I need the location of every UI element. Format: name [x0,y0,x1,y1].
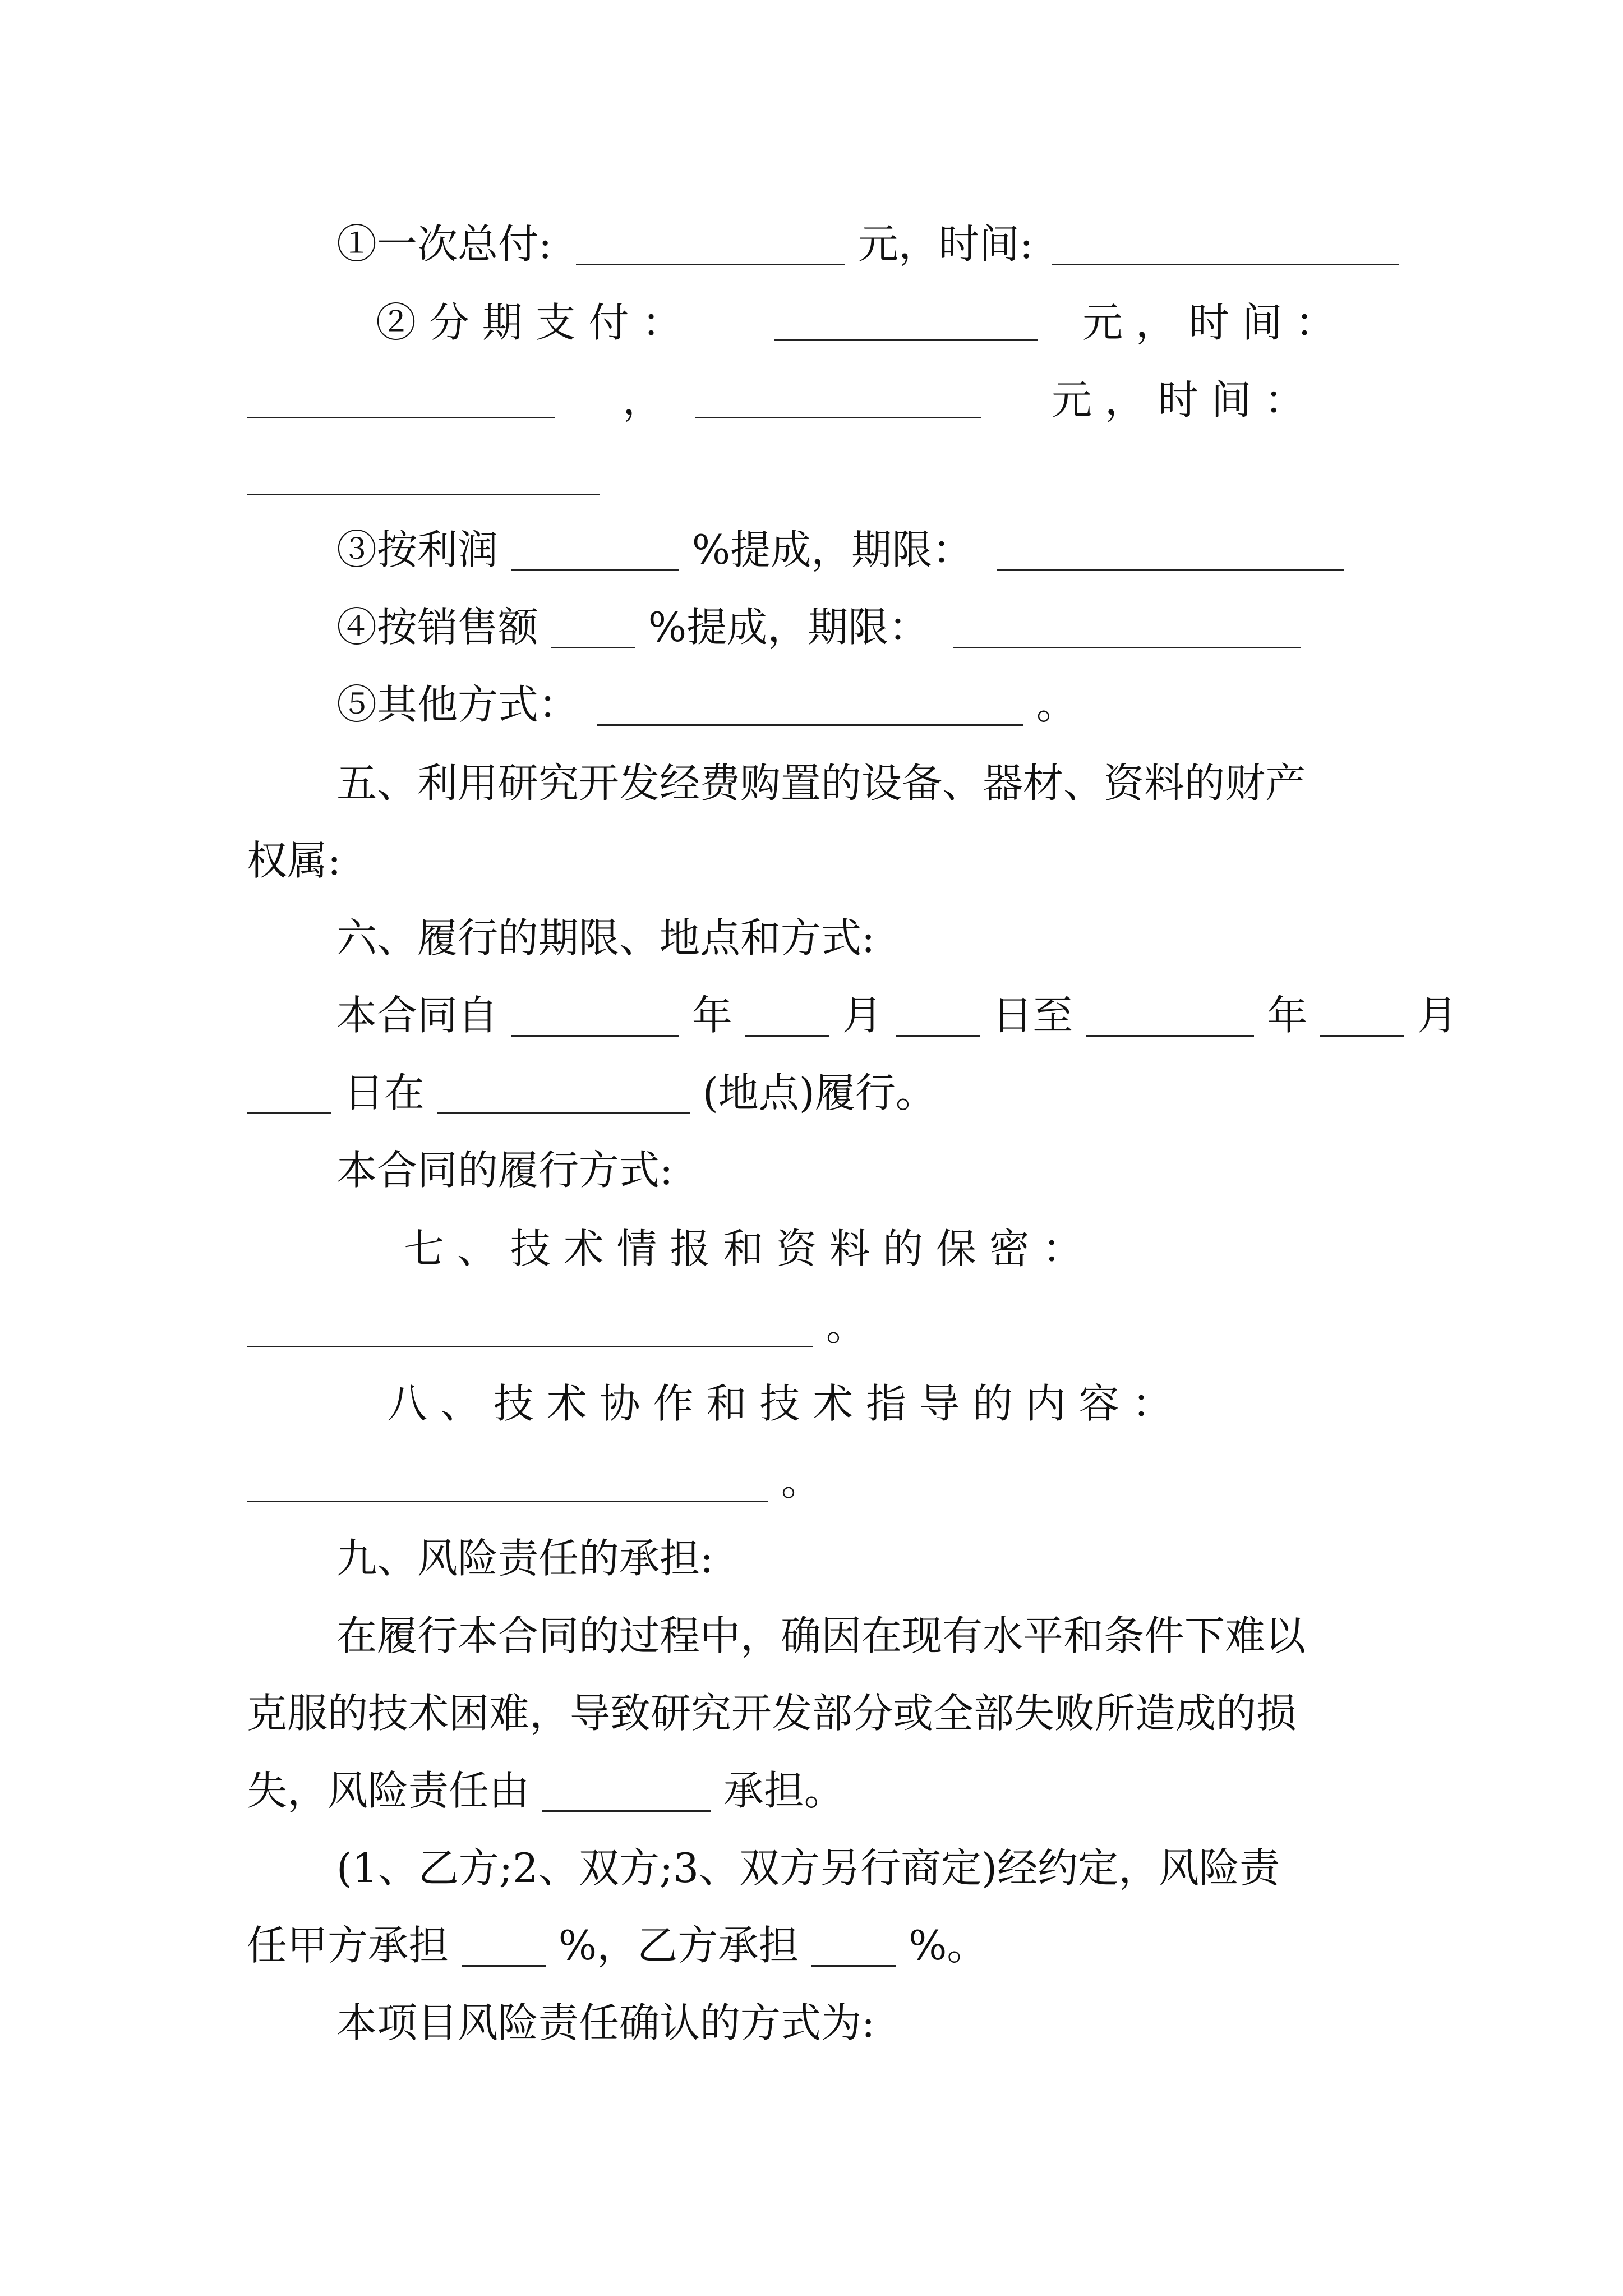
section-7-heading: 七 、 技 术 情 报 和 资 料 的 保 密 ： [404,1225,1083,1272]
end-day-blank[interactable] [247,1068,331,1114]
section-6-heading: 六、履行的期限、地点和方式: [336,914,875,961]
section-8-heading: 八 、 技 术 协 作 和 技 术 指 导 的 内 容 ： [387,1380,1173,1427]
section-9-heading: 九、风险责任的承担: [336,1535,714,1582]
payment-option-3-mid: %提成，期限： [691,526,973,573]
section-9-para-line-4: (1、乙方;2、双方;3、双方另行商定)经约定，风险责 [336,1844,1280,1892]
payment-option-3-label: ③按利润 [336,526,499,573]
section-7-answer-line [247,1298,866,1354]
section-8-answer-line [247,1453,822,1509]
time-blank[interactable] [1052,219,1399,265]
text: %，乙方承担 [558,1922,799,1969]
payment-option-1-unit: 元，时间: [858,220,1034,268]
section-6-method: 本合同的履行方式: [336,1147,674,1194]
payment-option-3 [336,522,1344,578]
place-blank[interactable] [437,1068,690,1114]
start-month-blank[interactable] [745,990,829,1037]
day-at-text: 日在 [343,1069,425,1116]
section-9-para-line-6: 本项目风险责任确认的方式为: [336,1999,875,2046]
year-text: 年 [691,992,732,1039]
start-day-blank[interactable] [896,990,980,1037]
term-blank[interactable] [997,524,1344,571]
section-9-para-line-1: 在履行本合同的过程中，确因在现有水平和条件下难以 [336,1612,1306,1659]
period-mark: 。 [826,1303,866,1350]
payment-option-1 [336,216,1399,272]
payment-option-2-unit-2: 元 ， 时 间 ： [1052,376,1305,424]
payment-option-5 [336,677,1077,733]
payment-option-2-unit: 元 ， 时 间 ： [1082,299,1336,346]
installment-date-blank[interactable] [247,372,555,418]
payment-option-5-label: ⑤其他方式： [336,681,579,728]
day-to-text: 日至 [992,992,1073,1039]
period-mark: 。 [781,1457,822,1504]
month-text: 月 [1417,992,1458,1039]
payment-option-4-label: ④按销售额 [336,604,539,651]
amount-blank[interactable] [576,219,845,265]
payment-option-2 [376,295,682,351]
section-9-para-line-2: 克服的技术困难，导致研究开发部分或全部失败所造成的损 [247,1690,1297,1737]
section-6-period-line [336,987,1458,1043]
month-text: 月 [842,992,883,1039]
text: 任甲方承担 [247,1922,449,1969]
term-blank[interactable] [953,602,1301,648]
text: 失，风险责任由 [247,1767,530,1814]
party-a-percent-blank[interactable] [462,1920,546,1967]
place-text: (地点)履行。 [702,1069,936,1116]
section-9-para-line-5 [247,1917,987,1973]
text: %。 [909,1922,988,1969]
payment-option-2-label: ② 分 期 支 付 ： [376,299,683,346]
end-year-blank[interactable] [1086,990,1254,1037]
section-5-line-2: 权属: [247,837,342,884]
amount-blank[interactable] [774,295,1038,341]
other-method-blank[interactable] [597,679,1023,726]
percent-blank[interactable] [551,602,635,648]
text: 承担。 [723,1767,845,1814]
start-year-blank[interactable] [511,990,679,1037]
section-9-para-line-3 [247,1763,845,1819]
section-6-place-line [247,1065,936,1121]
year-text: 年 [1267,992,1308,1039]
text: 本合同自 [336,992,499,1039]
payment-option-1-label: ①一次总付: [336,220,552,268]
payment-option-4 [336,599,1301,655]
risk-bearer-blank[interactable] [542,1765,711,1812]
end-month-blank[interactable] [1320,990,1404,1037]
amount-blank[interactable] [695,372,981,418]
technical-guidance-blank[interactable] [247,1456,768,1502]
payment-option-4-mid: %提成，期限： [648,604,929,651]
period-mark: 。 [1036,681,1077,728]
party-b-percent-blank[interactable] [811,1920,896,1967]
confidentiality-blank[interactable] [247,1301,813,1347]
percent-blank[interactable] [511,524,679,571]
separator-comma: ， [623,376,663,424]
section-5-line-1: 五、利用研究开发经费购置的设备、器材、资料的财产 [336,760,1306,807]
time-blank[interactable] [247,449,600,495]
